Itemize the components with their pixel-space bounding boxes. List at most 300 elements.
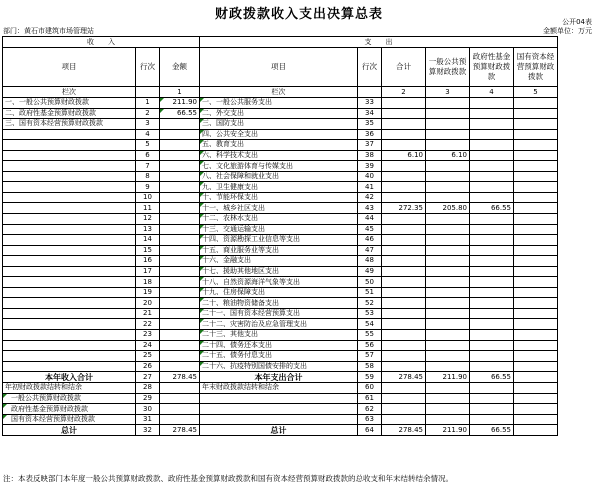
expense-row-no: 54: [358, 319, 382, 330]
balance-row: [3, 383, 558, 394]
year-income-total-amount: 278.45: [160, 372, 200, 383]
income-row-no: 4: [136, 129, 160, 140]
balance-row: [3, 404, 558, 415]
expense-item: 二十四、债务还本支出: [200, 340, 358, 351]
cell-marker-icon: [200, 203, 204, 207]
table-row: [3, 129, 558, 140]
expense-fund: [470, 119, 514, 130]
expense-total: 6.10: [382, 150, 426, 161]
balance-income-no: 30: [136, 404, 160, 415]
expense-general: [426, 308, 470, 319]
balance-expense-value: [382, 404, 426, 415]
cell-marker-icon: [160, 109, 164, 113]
grand-total-row: [3, 425, 558, 436]
expense-total: 272.35: [382, 203, 426, 214]
expense-item: 四、公共安全支出: [200, 129, 358, 140]
cell-marker-icon: [200, 277, 204, 281]
income-section-header: 收 入: [3, 37, 200, 48]
expense-capital: [514, 214, 558, 225]
expense-total: [382, 224, 426, 235]
expense-general: 205.80: [426, 203, 470, 214]
income-amount: [160, 150, 200, 161]
expense-general: [426, 129, 470, 140]
balance-expense-value: [382, 383, 426, 394]
income-row-no: 8: [136, 171, 160, 182]
income-amount: [160, 161, 200, 172]
income-item-header: 项目: [3, 48, 136, 87]
income-amount: [160, 298, 200, 309]
income-row-no: 23: [136, 330, 160, 341]
income-item: [3, 245, 136, 256]
cell-marker-icon: [200, 119, 204, 123]
cell-marker-icon: [200, 193, 204, 197]
balance-row: [3, 414, 558, 425]
table-row: [3, 266, 558, 277]
cell-marker-icon: [200, 172, 204, 176]
col-index-5: 5: [514, 87, 558, 98]
expense-capital: [514, 277, 558, 288]
expense-general: [426, 182, 470, 193]
cell-marker-icon: [200, 109, 204, 113]
expense-total: [382, 298, 426, 309]
income-row-no: 9: [136, 182, 160, 193]
income-amount: [160, 171, 200, 182]
balance-income-amount: [160, 414, 200, 425]
cell-marker-icon: [200, 182, 204, 186]
balance-income-amount: [160, 393, 200, 404]
expense-item: 三、国防支出: [200, 119, 358, 130]
expense-general: [426, 319, 470, 330]
expense-fund: [470, 108, 514, 119]
expense-item: 七、文化旅游体育与传媒支出: [200, 161, 358, 172]
report-title: 财政拨款收入支出决算总表: [214, 7, 383, 22]
expense-total: [382, 182, 426, 193]
income-row-no: 1: [136, 98, 160, 109]
cell-marker-icon: [3, 394, 7, 398]
expense-row-no: 45: [358, 224, 382, 235]
expense-general: [426, 277, 470, 288]
expense-fund: [470, 351, 514, 362]
balance-income-item: 一般公共预算财政拨款: [3, 393, 136, 404]
income-amount: [160, 245, 200, 256]
cell-marker-icon: [200, 267, 204, 271]
cell-marker-icon: [3, 404, 7, 408]
expense-total: [382, 140, 426, 151]
cell-marker-icon: [200, 288, 204, 292]
balance-expense-item: 年末财政拨款结转和结余: [200, 383, 358, 394]
expense-capital: [514, 182, 558, 193]
table-row: [3, 182, 558, 193]
cell-marker-icon: [200, 140, 204, 144]
expense-row-no: 40: [358, 171, 382, 182]
expense-row-no: 57: [358, 351, 382, 362]
col-index-4: 4: [470, 87, 514, 98]
expense-capital: [514, 150, 558, 161]
expense-fund: [470, 266, 514, 277]
table-row: [3, 308, 558, 319]
expense-capital: [514, 235, 558, 246]
expense-total: [382, 308, 426, 319]
expense-item: 八、社会保障和就业支出: [200, 171, 358, 182]
cell-marker-icon: [200, 298, 204, 302]
expense-fund: [470, 340, 514, 351]
year-expense-fund: 66.55: [470, 372, 514, 383]
expense-capital: [514, 287, 558, 298]
gov-fund-header: 政府性基金预算财政拨款: [470, 48, 514, 87]
expense-total-header: 合计: [382, 48, 426, 87]
income-row-no: 10: [136, 192, 160, 203]
table-row: [3, 235, 558, 246]
expense-item: 一、一般公共服务支出: [200, 98, 358, 109]
expense-capital: [514, 245, 558, 256]
cell-marker-icon: [200, 362, 204, 366]
expense-capital: [514, 330, 558, 341]
year-expense-total-no: 59: [358, 372, 382, 383]
expense-general: [426, 214, 470, 225]
income-item: [3, 150, 136, 161]
expense-capital: [514, 161, 558, 172]
expense-row-no: 55: [358, 330, 382, 341]
table-row: [3, 351, 558, 362]
grand-expense-no: 64: [358, 425, 382, 436]
expense-row-no: 38: [358, 150, 382, 161]
expense-fund: [470, 161, 514, 172]
year-total-row: [3, 372, 558, 383]
income-amount: [160, 351, 200, 362]
expense-general: [426, 330, 470, 341]
balance-income-no: 31: [136, 414, 160, 425]
cell-marker-icon: [200, 341, 204, 345]
expense-general: [426, 161, 470, 172]
balance-income-item: 国有资本经营预算财政拨款: [3, 414, 136, 425]
balance-row: [3, 393, 558, 404]
form-number: 公开04表: [562, 18, 592, 26]
expense-row-no: 56: [358, 340, 382, 351]
expense-general: [426, 192, 470, 203]
expense-capital: [514, 119, 558, 130]
income-item: [3, 277, 136, 288]
income-row-no: 17: [136, 266, 160, 277]
col-index-2: 2: [382, 87, 426, 98]
expense-capital: [514, 340, 558, 351]
expense-item: 十四、资源勘探工业信息等支出: [200, 235, 358, 246]
income-item: [3, 140, 136, 151]
table-row: [3, 98, 558, 109]
income-amount: 211.90: [160, 98, 200, 109]
expense-general: [426, 298, 470, 309]
expense-fund: [470, 330, 514, 341]
expense-fund: [470, 214, 514, 225]
balance-income-item: 年初财政拨款结转和结余: [3, 383, 136, 394]
income-row-no: 13: [136, 224, 160, 235]
budget-summary-table: [2, 36, 558, 436]
income-row-no: 25: [136, 351, 160, 362]
balance-income-amount: [160, 383, 200, 394]
expense-fund: [470, 361, 514, 372]
expense-item-header: 项目: [200, 48, 358, 87]
table-row: [3, 108, 558, 119]
income-item: [3, 266, 136, 277]
balance-expense-value: [426, 393, 470, 404]
balance-income-no: 29: [136, 393, 160, 404]
expense-general: [426, 340, 470, 351]
table-row: [3, 171, 558, 182]
expense-total: [382, 361, 426, 372]
balance-expense-value: [426, 404, 470, 415]
expense-capital: [514, 171, 558, 182]
income-item: [3, 361, 136, 372]
expense-general: [426, 266, 470, 277]
expense-total: [382, 351, 426, 362]
expense-capital: [514, 298, 558, 309]
expense-capital: [514, 308, 558, 319]
expense-general: [426, 108, 470, 119]
income-item: [3, 287, 136, 298]
expense-capital: [514, 224, 558, 235]
table-row: [3, 298, 558, 309]
income-item: [3, 256, 136, 267]
income-row-no: 26: [136, 361, 160, 372]
balance-expense-item: [200, 393, 358, 404]
expense-general: [426, 361, 470, 372]
expense-item: 二十六、抗疫特别国债安排的支出: [200, 361, 358, 372]
expense-capital: [514, 203, 558, 214]
balance-expense-value: [382, 393, 426, 404]
income-row-no: 7: [136, 161, 160, 172]
grand-expense-general: 211.90: [426, 425, 470, 436]
expense-item: 二十、粮油物资储备支出: [200, 298, 358, 309]
balance-expense-no: 61: [358, 393, 382, 404]
expense-row-no: 51: [358, 287, 382, 298]
income-amount: [160, 119, 200, 130]
income-row-no: 18: [136, 277, 160, 288]
income-row-no: 20: [136, 298, 160, 309]
expense-total: [382, 108, 426, 119]
table-row: [3, 192, 558, 203]
expense-item: 六、科学技术支出: [200, 150, 358, 161]
income-amount: [160, 203, 200, 214]
balance-expense-value: [382, 414, 426, 425]
expense-row-no: 52: [358, 298, 382, 309]
income-amount: [160, 308, 200, 319]
income-amount: [160, 182, 200, 193]
table-row: [3, 203, 558, 214]
expense-fund: [470, 98, 514, 109]
expense-item: 十六、金融支出: [200, 256, 358, 267]
expense-capital: [514, 129, 558, 140]
table-row: [3, 340, 558, 351]
expense-general: [426, 287, 470, 298]
balance-expense-value: [470, 383, 514, 394]
footnote: 注：本表反映部门本年度一般公共预算财政拨款、政府性基金预算财政拨款和国有资本经营预算财政拨款的总收支和年末结转结余情况。: [3, 474, 453, 483]
expense-row-no: 42: [358, 192, 382, 203]
table-row: [3, 319, 558, 330]
expense-general: [426, 351, 470, 362]
expense-general: [426, 119, 470, 130]
expense-capital: [514, 256, 558, 267]
expense-fund: [470, 224, 514, 235]
expense-row-no: 46: [358, 235, 382, 246]
expense-fund: [470, 287, 514, 298]
balance-expense-value: [426, 383, 470, 394]
table-row: [3, 150, 558, 161]
expense-capital: [514, 351, 558, 362]
expense-lanci-label: 栏次: [200, 87, 358, 98]
cell-marker-icon: [200, 319, 204, 323]
income-item: [3, 203, 136, 214]
income-amount: [160, 224, 200, 235]
expense-fund: [470, 308, 514, 319]
table-row: [3, 277, 558, 288]
income-row-no: 5: [136, 140, 160, 151]
income-amount: [160, 340, 200, 351]
cell-marker-icon: [200, 214, 204, 218]
expense-row-no: 37: [358, 140, 382, 151]
expense-capital: [514, 361, 558, 372]
expense-total: [382, 319, 426, 330]
income-item: [3, 161, 136, 172]
grand-expense-total: 278.45: [382, 425, 426, 436]
expense-total: [382, 161, 426, 172]
balance-income-amount: [160, 404, 200, 415]
balance-expense-item: [200, 404, 358, 415]
expense-fund: [470, 150, 514, 161]
income-item: [3, 224, 136, 235]
expense-general: [426, 235, 470, 246]
income-row-no: 22: [136, 319, 160, 330]
cell-marker-icon: [200, 130, 204, 134]
table-row: [3, 256, 558, 267]
income-amount: [160, 287, 200, 298]
expense-item: 十九、住房保障支出: [200, 287, 358, 298]
income-row-no: 19: [136, 287, 160, 298]
table-row: [3, 214, 558, 225]
expense-total: [382, 340, 426, 351]
expense-item: 十五、商业服务业等支出: [200, 245, 358, 256]
expense-capital: [514, 192, 558, 203]
table-row: [3, 361, 558, 372]
grand-expense-label: 总计: [200, 425, 358, 436]
expense-general: 6.10: [426, 150, 470, 161]
income-row-no: 12: [136, 214, 160, 225]
cell-marker-icon: [200, 235, 204, 239]
income-item: [3, 235, 136, 246]
expense-fund: 66.55: [470, 203, 514, 214]
expense-item: 二十一、国有资本经营预算支出: [200, 308, 358, 319]
cell-marker-icon: [200, 98, 204, 102]
income-item: [3, 214, 136, 225]
cell-marker-icon: [160, 98, 164, 102]
expense-fund: [470, 182, 514, 193]
balance-income-item: 政府性基金预算财政拨款: [3, 404, 136, 415]
year-expense-total-label: 本年支出合计: [200, 372, 358, 383]
balance-expense-item: [200, 414, 358, 425]
income-item: 二、政府性基金预算财政拨款: [3, 108, 136, 119]
grand-expense-fund: 66.55: [470, 425, 514, 436]
income-row-no: 15: [136, 245, 160, 256]
expense-total: [382, 235, 426, 246]
income-row-no: 3: [136, 119, 160, 130]
expense-item: 二十三、其他支出: [200, 330, 358, 341]
income-item: [3, 171, 136, 182]
balance-expense-no: 63: [358, 414, 382, 425]
cell-marker-icon: [200, 151, 204, 155]
cell-marker-icon: [200, 351, 204, 355]
expense-total: [382, 245, 426, 256]
year-income-total-label: 本年收入合计: [3, 372, 136, 383]
expense-fund: [470, 129, 514, 140]
grand-income-no: 32: [136, 425, 160, 436]
balance-expense-value: [470, 404, 514, 415]
expense-fund: [470, 277, 514, 288]
cell-marker-icon: [200, 256, 204, 260]
expense-fund: [470, 319, 514, 330]
expense-general: [426, 256, 470, 267]
empty-cell: [136, 87, 160, 98]
income-lanci-label: 栏次: [3, 87, 136, 98]
expense-item: 九、卫生健康支出: [200, 182, 358, 193]
cell-marker-icon: [200, 225, 204, 229]
income-item: [3, 129, 136, 140]
expense-general: [426, 98, 470, 109]
expense-row-no: 53: [358, 308, 382, 319]
cell-marker-icon: [200, 161, 204, 165]
income-amount: [160, 361, 200, 372]
income-item: [3, 340, 136, 351]
balance-expense-no: 60: [358, 383, 382, 394]
expense-total: [382, 192, 426, 203]
expense-fund: [470, 171, 514, 182]
income-amount: [160, 319, 200, 330]
income-amount: [160, 235, 200, 246]
year-expense-general: 211.90: [426, 372, 470, 383]
expense-row-no: 35: [358, 119, 382, 130]
income-row-no: 2: [136, 108, 160, 119]
income-amount: [160, 330, 200, 341]
income-amount: [160, 129, 200, 140]
expense-capital: [514, 140, 558, 151]
year-income-total-no: 27: [136, 372, 160, 383]
expense-total: [382, 330, 426, 341]
expense-fund: [470, 298, 514, 309]
expense-fund: [470, 235, 514, 246]
income-row-no: 14: [136, 235, 160, 246]
expense-row-no: 34: [358, 108, 382, 119]
expense-total: [382, 277, 426, 288]
income-amount: [160, 256, 200, 267]
expense-total: [382, 129, 426, 140]
expense-fund: [470, 192, 514, 203]
expense-capital: [514, 319, 558, 330]
table-row: [3, 330, 558, 341]
income-item: [3, 308, 136, 319]
income-item: 三、国有资本经营预算财政拨款: [3, 119, 136, 130]
table-row: [3, 119, 558, 130]
balance-income-no: 28: [136, 383, 160, 394]
expense-row-no: 41: [358, 182, 382, 193]
expense-rowno-header: 行次: [358, 48, 382, 87]
income-row-no: 24: [136, 340, 160, 351]
unit-label: 金额单位：万元: [543, 27, 592, 35]
year-expense-total: 278.45: [382, 372, 426, 383]
expense-section-header: 支 出: [200, 37, 558, 48]
expense-general: [426, 224, 470, 235]
year-expense-capital: [514, 372, 558, 383]
expense-item: 十三、交通运输支出: [200, 224, 358, 235]
table-row: [3, 245, 558, 256]
expense-general: [426, 171, 470, 182]
table-row: [3, 224, 558, 235]
